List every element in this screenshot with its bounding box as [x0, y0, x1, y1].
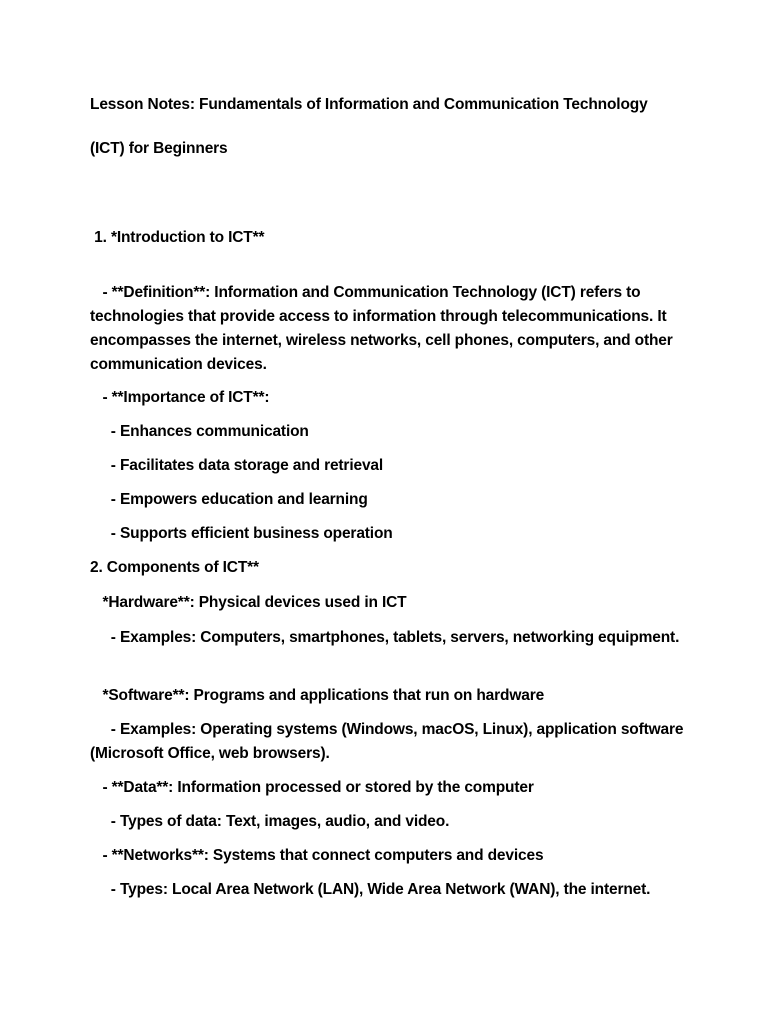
software-examples: - Examples: Operating systems (Windows, macOS, Linux), application software (Microsoft Office, web browsers).: [90, 721, 688, 762]
networks-line: - **Networks**: Systems that connect computers and devices: [90, 847, 544, 864]
section-1-heading: 1. *Introduction to ICT**: [90, 229, 265, 246]
data-types: - Types of data: Text, images, audio, and video.: [90, 813, 450, 830]
software-line: *Software**: Programs and applications that run on hardware: [90, 687, 545, 704]
hardware-examples: - Examples: Computers, smartphones, tablets, servers, networking equipment.: [90, 629, 680, 646]
importance-item-3: - Empowers education and learning: [90, 491, 368, 508]
document-title-line-2: (ICT) for Beginners: [90, 140, 228, 157]
hardware-line: *Hardware**: Physical devices used in ICT: [90, 594, 407, 611]
data-line: - **Data**: Information processed or stored by the computer: [90, 779, 534, 796]
importance-item-4: - Supports efficient business operation: [90, 525, 393, 542]
section-2-heading: 2. Components of ICT**: [90, 559, 259, 576]
definition-paragraph: - **Definition**: Information and Communication Technology (ICT) refers to technologies that provide access to information through telecommunications. It encompasses the internet, wireless networks, cell phones, computers, and other communication devices.: [90, 284, 677, 373]
document-title-line-1: Lesson Notes: Fundamentals of Information and Communication Technology: [90, 96, 648, 113]
importance-heading: - **Importance of ICT**:: [90, 389, 270, 406]
importance-item-1: - Enhances communication: [90, 423, 309, 440]
importance-item-2: - Facilitates data storage and retrieval: [90, 457, 384, 474]
network-types: - Types: Local Area Network (LAN), Wide Area Network (WAN), the internet.: [90, 881, 651, 898]
